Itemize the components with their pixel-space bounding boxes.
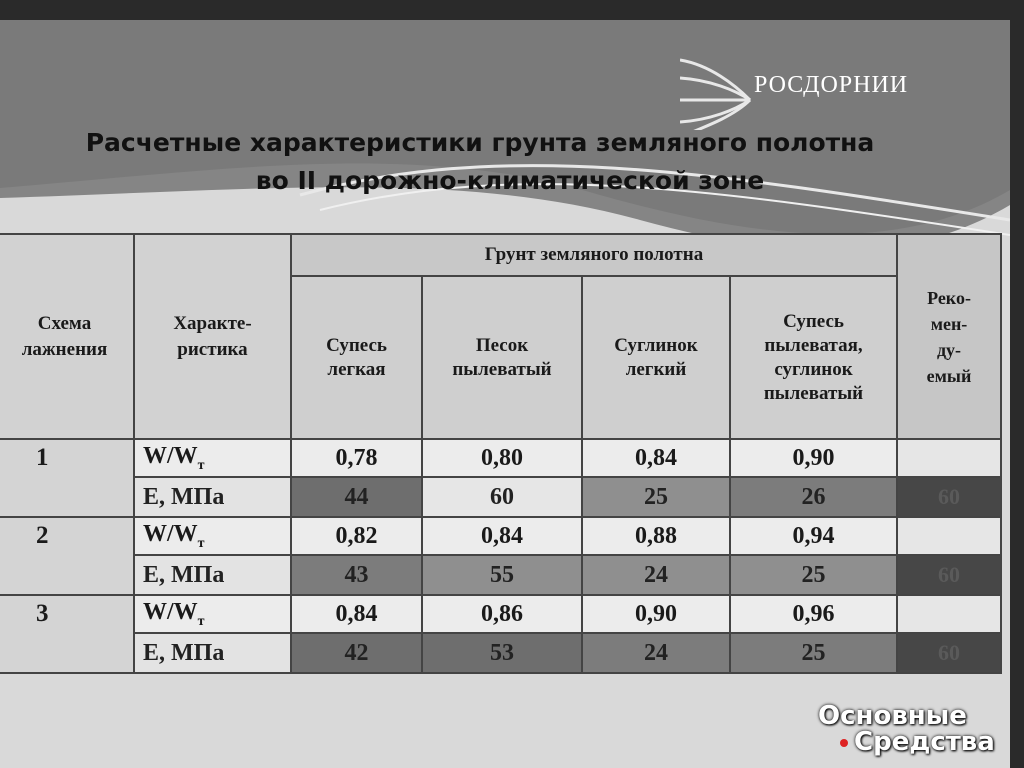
cell-e: 26: [730, 477, 897, 517]
scheme-number: 2: [0, 517, 134, 595]
title-line-1: Расчетные характеристики грунта земляного полотна: [85, 128, 875, 157]
cell-w: 0,90: [730, 439, 897, 477]
cell-w: 0,84: [291, 595, 422, 633]
scheme-number: 1: [0, 439, 134, 517]
cell-e: 25: [730, 555, 897, 595]
cell-w: 0,80: [422, 439, 582, 477]
header-soil-group: Грунт земляного полотна: [291, 234, 897, 276]
label-e: Е, МПа: [134, 633, 291, 673]
header-characteristic: Характе- ристика: [134, 234, 291, 439]
cell-e: 25: [730, 633, 897, 673]
table-row: [0, 477, 1001, 517]
watermark-line-2: Средства: [854, 727, 995, 757]
cell-w: 0,84: [582, 439, 730, 477]
cell-w: 0,88: [582, 517, 730, 555]
dot-icon: [840, 739, 848, 747]
cell-rec: 60: [897, 555, 1001, 595]
table-row: [0, 595, 1001, 633]
label-e: Е, МПа: [134, 555, 291, 595]
scheme-number: 3: [0, 595, 134, 673]
table-row: [0, 555, 1001, 595]
cell-e: 25: [582, 477, 730, 517]
cell-w: 0,90: [582, 595, 730, 633]
header-col-2: Песок пылеватый: [422, 276, 582, 439]
cell-w: 0,82: [291, 517, 422, 555]
cell-rec-blank: [897, 517, 1001, 555]
table-row: [0, 517, 1001, 555]
label-e: Е, МПа: [134, 477, 291, 517]
header-scheme: Схема лажнения: [0, 234, 134, 439]
logo-text: РОСДОРНИИ: [754, 72, 909, 98]
cell-e: 55: [422, 555, 582, 595]
cell-e: 44: [291, 477, 422, 517]
cell-e: 53: [422, 633, 582, 673]
header-col-4: Супесь пылеватая, суглинок пылеватый: [730, 276, 897, 439]
cell-e: 43: [291, 555, 422, 595]
cell-e: 42: [291, 633, 422, 673]
cell-w: 0,78: [291, 439, 422, 477]
page-title: [30, 124, 930, 200]
cell-w: 0,84: [422, 517, 582, 555]
table-row: [0, 633, 1001, 673]
header-col-1: Супесь легкая: [291, 276, 422, 439]
cell-e: 24: [582, 633, 730, 673]
label-w: $W/W_т$: [134, 595, 291, 633]
watermark-line-1: Основные: [818, 701, 967, 731]
cell-w: 0,94: [730, 517, 897, 555]
header-col-3: Суглинок легкий: [582, 276, 730, 439]
cell-w: 0,86: [422, 595, 582, 633]
cell-w: 0,96: [730, 595, 897, 633]
title-line-2: во II дорожно-климатической зоне: [255, 166, 765, 195]
label-w: $W/W_т$: [134, 439, 291, 477]
watermark: [818, 703, 995, 755]
cell-rec-blank: [897, 595, 1001, 633]
slide: [0, 20, 1010, 768]
cell-rec: 60: [897, 633, 1001, 673]
cell-rec-blank: [897, 439, 1001, 477]
cell-e: 60: [422, 477, 582, 517]
table-row: [0, 439, 1001, 477]
label-w: $W/W_т$: [134, 517, 291, 555]
soil-table: [0, 233, 1002, 674]
cell-e: 24: [582, 555, 730, 595]
cell-rec: 60: [897, 477, 1001, 517]
header-recommended: Реко- мен- ду- емый: [897, 234, 1001, 439]
